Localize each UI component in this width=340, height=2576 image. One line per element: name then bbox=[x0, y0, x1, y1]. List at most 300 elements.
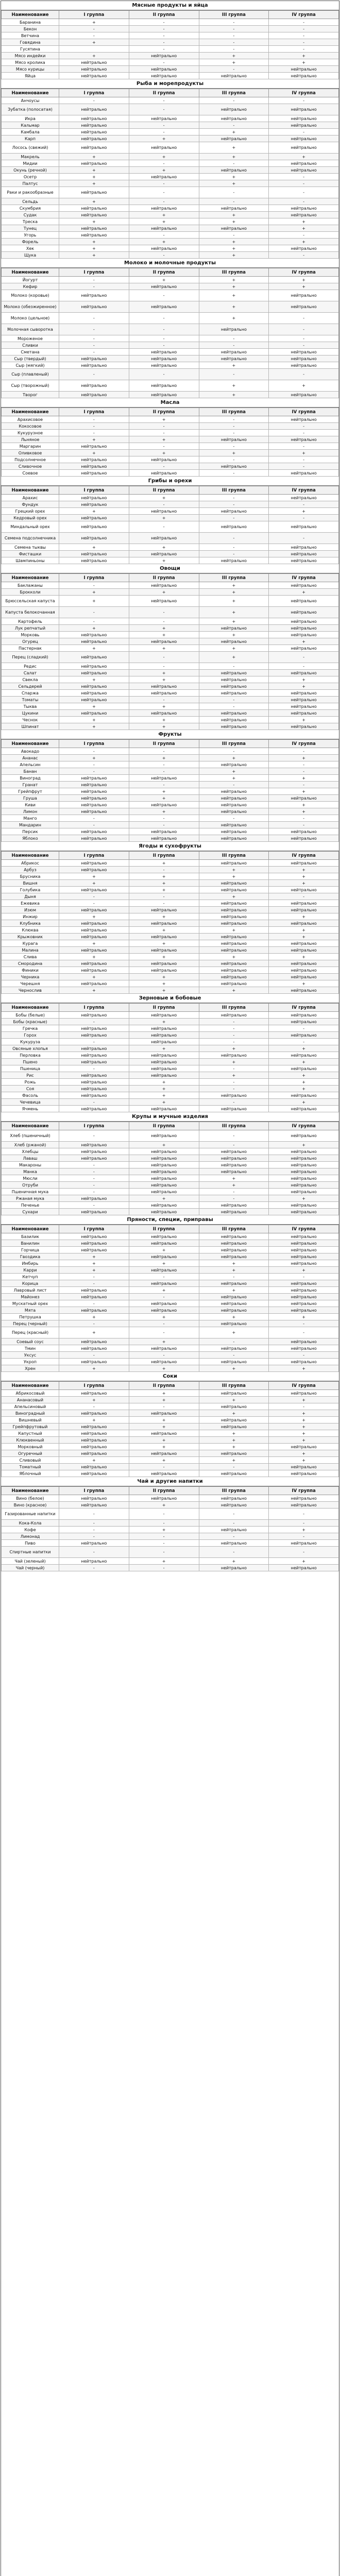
food-name-cell: Раки и ракообразные bbox=[2, 187, 59, 198]
header-row bbox=[2, 1382, 339, 1390]
food-name-cell: Сливочное bbox=[2, 463, 59, 470]
food-name-cell: Мороженое bbox=[2, 335, 59, 342]
group-rating-cell: + bbox=[129, 808, 199, 815]
group-rating-cell: нейтрально bbox=[199, 980, 269, 987]
group-rating-cell: - bbox=[269, 652, 339, 663]
food-name-cell: Клюквенный bbox=[2, 1437, 59, 1444]
group-rating-cell: + bbox=[59, 1417, 129, 1423]
group-rating-cell: нейтрально bbox=[269, 596, 339, 607]
table-row bbox=[2, 1182, 339, 1189]
table-row bbox=[2, 676, 339, 683]
group-rating-cell: нейтрально bbox=[129, 1345, 199, 1352]
header-row bbox=[2, 1225, 339, 1233]
group-rating-cell: нейтрально bbox=[199, 690, 269, 697]
table-row bbox=[2, 239, 339, 245]
food-name-cell: Брокколи bbox=[2, 589, 59, 596]
table-row bbox=[2, 1209, 339, 1215]
food-name-cell: Абрикосовый bbox=[2, 1390, 59, 1397]
group-rating-cell: - bbox=[269, 232, 339, 239]
food-name-cell: Хлеб (ржаной) bbox=[2, 1142, 59, 1148]
food-name-cell: Карри bbox=[2, 1267, 59, 1274]
column-header: I группа bbox=[59, 1225, 129, 1233]
table-row bbox=[2, 940, 339, 947]
group-rating-cell: + bbox=[269, 1397, 339, 1403]
group-rating-cell: нейтрально bbox=[129, 1240, 199, 1247]
group-rating-cell: - bbox=[59, 1182, 129, 1189]
group-rating-cell: - bbox=[129, 122, 199, 129]
group-rating-cell: + bbox=[129, 645, 199, 652]
column-header: II группа bbox=[129, 11, 199, 19]
group-rating-cell: нейтрально bbox=[59, 1086, 129, 1092]
group-rating-cell: + bbox=[269, 683, 339, 690]
food-name-cell: Мясо кролика bbox=[2, 59, 59, 66]
table-row bbox=[2, 1527, 339, 1533]
group-rating-cell: нейтрально bbox=[199, 355, 269, 362]
section-table bbox=[1, 1486, 339, 1571]
food-name-cell: Сливки bbox=[2, 342, 59, 349]
table-row bbox=[2, 1444, 339, 1450]
group-rating-cell: нейтрально bbox=[129, 1253, 199, 1260]
group-rating-cell: + bbox=[129, 239, 199, 245]
group-rating-cell: + bbox=[199, 632, 269, 638]
food-name-cell: Смородина bbox=[2, 960, 59, 967]
food-name-cell: Редис bbox=[2, 663, 59, 670]
group-rating-cell: + bbox=[129, 625, 199, 632]
group-rating-cell: нейтрально bbox=[59, 690, 129, 697]
group-rating-cell: - bbox=[199, 1464, 269, 1470]
group-rating-cell: - bbox=[129, 1403, 199, 1410]
column-header: Наименование bbox=[2, 852, 59, 860]
group-rating-cell: нейтрально bbox=[269, 1247, 339, 1253]
group-rating-cell: нейтрально bbox=[59, 232, 129, 239]
group-rating-cell: - bbox=[199, 416, 269, 423]
food-name-cell: Тунец bbox=[2, 225, 59, 232]
group-rating-cell: нейтрально bbox=[59, 1045, 129, 1052]
group-rating-cell: нейтрально bbox=[129, 551, 199, 557]
food-name-cell: Арбуз bbox=[2, 867, 59, 873]
group-rating-cell: нейтрально bbox=[59, 73, 129, 79]
group-rating-cell: + bbox=[199, 1059, 269, 1065]
group-rating-cell: - bbox=[129, 252, 199, 259]
food-name-cell: Чай (зеленый) bbox=[2, 1558, 59, 1565]
group-rating-cell: нейтрально bbox=[199, 1106, 269, 1112]
group-rating-cell: + bbox=[269, 1314, 339, 1320]
group-rating-cell: - bbox=[129, 46, 199, 53]
group-rating-cell: - bbox=[129, 607, 199, 618]
group-rating-cell: + bbox=[129, 154, 199, 160]
section-title: Пряности, специи, приправы bbox=[1, 1215, 339, 1225]
group-rating-cell: нейтрально bbox=[269, 690, 339, 697]
group-rating-cell: + bbox=[199, 59, 269, 66]
column-header: II группа bbox=[129, 1487, 199, 1495]
group-rating-cell: + bbox=[269, 1086, 339, 1092]
column-header: I группа bbox=[59, 1382, 129, 1390]
group-rating-cell: + bbox=[59, 1365, 129, 1372]
table-row bbox=[2, 1240, 339, 1247]
column-header: Наименование bbox=[2, 408, 59, 416]
group-rating-cell: нейтрально bbox=[129, 775, 199, 782]
group-rating-cell: + bbox=[269, 717, 339, 723]
group-rating-cell: - bbox=[269, 46, 339, 53]
section-title: Рыба и морепродукты bbox=[1, 79, 339, 89]
group-rating-cell: - bbox=[59, 768, 129, 775]
food-name-cell: Отруби bbox=[2, 1182, 59, 1189]
group-rating-cell: нейтрально bbox=[129, 362, 199, 369]
table-row bbox=[2, 880, 339, 887]
group-rating-cell: нейтрально bbox=[59, 960, 129, 967]
group-rating-cell: нейтрально bbox=[199, 1155, 269, 1162]
group-rating-cell: + bbox=[59, 1327, 129, 1338]
group-rating-cell: нейтрально bbox=[269, 301, 339, 313]
group-rating-cell: - bbox=[129, 342, 199, 349]
food-name-cell: Печенье bbox=[2, 1202, 59, 1209]
group-rating-cell: нейтрально bbox=[129, 245, 199, 252]
group-rating-cell: нейтрально bbox=[269, 1307, 339, 1314]
group-rating-cell: + bbox=[269, 589, 339, 596]
food-name-cell: Камбала bbox=[2, 129, 59, 135]
group-rating-cell: + bbox=[129, 589, 199, 596]
group-rating-cell: + bbox=[199, 129, 269, 135]
food-name-cell: Сливовый bbox=[2, 1457, 59, 1464]
group-rating-cell: - bbox=[129, 180, 199, 187]
food-name-cell: Лимон bbox=[2, 808, 59, 815]
group-rating-cell: нейтрально bbox=[269, 362, 339, 369]
group-rating-cell: нейтрально bbox=[129, 1182, 199, 1189]
group-rating-cell: нейтрально bbox=[129, 1300, 199, 1307]
group-rating-cell: нейтрально bbox=[129, 1202, 199, 1209]
table-row bbox=[2, 690, 339, 697]
group-rating-cell: нейтрально bbox=[269, 135, 339, 142]
food-name-cell: Молочная сыворотка bbox=[2, 324, 59, 335]
group-rating-cell: нейтрально bbox=[269, 900, 339, 907]
food-name-cell: Гречка bbox=[2, 1025, 59, 1032]
group-rating-cell: + bbox=[59, 167, 129, 174]
group-rating-cell: - bbox=[199, 1338, 269, 1345]
column-header: III группа bbox=[199, 268, 269, 277]
food-name-cell: Перец (красный) bbox=[2, 1327, 59, 1338]
group-rating-cell: - bbox=[59, 1019, 129, 1025]
group-rating-cell: нейтрально bbox=[129, 1267, 199, 1274]
group-rating-cell: + bbox=[59, 154, 129, 160]
food-compatibility-table bbox=[1, 1, 339, 2576]
food-name-cell: Семена тыквы bbox=[2, 544, 59, 551]
table-row bbox=[2, 1565, 339, 1571]
group-rating-cell: - bbox=[199, 1195, 269, 1202]
table-row bbox=[2, 1417, 339, 1423]
group-rating-cell: + bbox=[269, 1059, 339, 1065]
food-name-cell: Салат bbox=[2, 670, 59, 676]
group-rating-cell: нейтрально bbox=[269, 1495, 339, 1502]
food-name-cell: Морковный bbox=[2, 1444, 59, 1450]
group-rating-cell: - bbox=[59, 1520, 129, 1527]
group-rating-cell: нейтрально bbox=[269, 907, 339, 913]
table-row bbox=[2, 710, 339, 717]
table-row bbox=[2, 205, 339, 212]
column-header: II группа bbox=[129, 852, 199, 860]
food-name-cell: Форель bbox=[2, 239, 59, 245]
table-row bbox=[2, 768, 339, 775]
group-rating-cell: - bbox=[269, 198, 339, 205]
group-rating-cell: нейтрально bbox=[59, 1240, 129, 1247]
group-rating-cell: нейтрально bbox=[199, 1470, 269, 1477]
group-rating-cell: нейтрально bbox=[269, 645, 339, 652]
table-row bbox=[2, 670, 339, 676]
group-rating-cell: нейтрально bbox=[269, 697, 339, 703]
column-header: IV группа bbox=[269, 89, 339, 97]
group-rating-cell: + bbox=[129, 974, 199, 980]
group-rating-cell: нейтрально bbox=[199, 717, 269, 723]
group-rating-cell: + bbox=[199, 589, 269, 596]
group-rating-cell: + bbox=[199, 1397, 269, 1403]
group-rating-cell: нейтрально bbox=[199, 1233, 269, 1240]
food-name-cell: Яблоко bbox=[2, 835, 59, 842]
group-rating-cell: + bbox=[59, 39, 129, 46]
group-rating-cell: + bbox=[129, 212, 199, 218]
food-name-cell: Газированные напитки bbox=[2, 1509, 59, 1520]
food-name-cell: Фисташки bbox=[2, 551, 59, 557]
group-rating-cell: нейтрально bbox=[199, 788, 269, 795]
group-rating-cell: нейтрально bbox=[129, 392, 199, 398]
group-rating-cell: нейтрально bbox=[59, 652, 129, 663]
table-row bbox=[2, 703, 339, 710]
group-rating-cell: нейтрально bbox=[59, 104, 129, 115]
food-name-cell: Рис bbox=[2, 1072, 59, 1079]
food-name-cell: Черешня bbox=[2, 980, 59, 987]
group-rating-cell: нейтрально bbox=[59, 1106, 129, 1112]
column-header: I группа bbox=[59, 1487, 129, 1495]
food-name-cell: Щука bbox=[2, 252, 59, 259]
group-rating-cell: - bbox=[199, 423, 269, 430]
column-header: IV группа bbox=[269, 1225, 339, 1233]
group-rating-cell: нейтрально bbox=[199, 1092, 269, 1099]
food-name-cell: Бобы (белые) bbox=[2, 1012, 59, 1019]
food-name-cell: Базилик bbox=[2, 1233, 59, 1240]
table-row bbox=[2, 802, 339, 808]
group-rating-cell: - bbox=[269, 1533, 339, 1540]
table-row bbox=[2, 1397, 339, 1403]
group-rating-cell: нейтрально bbox=[129, 1209, 199, 1215]
group-rating-cell: нейтрально bbox=[199, 960, 269, 967]
food-name-cell: Хлебцы bbox=[2, 1148, 59, 1155]
group-rating-cell: - bbox=[59, 335, 129, 342]
column-header: III группа bbox=[199, 1382, 269, 1390]
group-rating-cell: + bbox=[269, 1457, 339, 1464]
group-rating-cell: - bbox=[59, 815, 129, 822]
group-rating-cell: + bbox=[199, 1558, 269, 1565]
food-name-cell: Лук репчатый bbox=[2, 625, 59, 632]
group-rating-cell: + bbox=[269, 980, 339, 987]
table-row bbox=[2, 154, 339, 160]
table-row bbox=[2, 1320, 339, 1327]
group-rating-cell: + bbox=[59, 974, 129, 980]
group-rating-cell: + bbox=[129, 167, 199, 174]
food-name-cell: Йогурт bbox=[2, 277, 59, 283]
group-rating-cell: - bbox=[59, 1280, 129, 1287]
food-name-cell: Чечевица bbox=[2, 1099, 59, 1106]
food-name-cell: Виноград bbox=[2, 775, 59, 782]
table-row bbox=[2, 987, 339, 994]
group-rating-cell: - bbox=[59, 1175, 129, 1182]
group-rating-cell: + bbox=[269, 1142, 339, 1148]
food-name-cell: Мидии bbox=[2, 160, 59, 167]
food-name-cell: Оливковое bbox=[2, 450, 59, 456]
group-rating-cell: нейтрально bbox=[199, 1307, 269, 1314]
food-name-cell: Пшеничная мука bbox=[2, 1189, 59, 1195]
group-rating-cell: - bbox=[269, 430, 339, 436]
group-rating-cell: - bbox=[269, 97, 339, 104]
table-row bbox=[2, 335, 339, 342]
group-rating-cell: + bbox=[199, 873, 269, 880]
group-rating-cell: нейтрально bbox=[59, 1307, 129, 1314]
food-name-cell: Гранат bbox=[2, 782, 59, 788]
group-rating-cell: нейтрально bbox=[59, 380, 129, 392]
table-row bbox=[2, 761, 339, 768]
group-rating-cell: + bbox=[59, 245, 129, 252]
group-rating-cell: - bbox=[199, 501, 269, 508]
food-name-cell: Дыня bbox=[2, 893, 59, 900]
header-row bbox=[2, 1004, 339, 1012]
group-rating-cell: нейтрально bbox=[269, 167, 339, 174]
table-row bbox=[2, 423, 339, 430]
group-rating-cell: - bbox=[269, 369, 339, 380]
group-rating-cell: + bbox=[59, 19, 129, 26]
table-row bbox=[2, 596, 339, 607]
group-rating-cell: нейтрально bbox=[59, 362, 129, 369]
section-table bbox=[1, 408, 339, 477]
food-name-cell: Хлеб (пшеничный) bbox=[2, 1130, 59, 1142]
food-name-cell: Творог bbox=[2, 392, 59, 398]
group-rating-cell: + bbox=[269, 808, 339, 815]
group-rating-cell: - bbox=[59, 1168, 129, 1175]
column-header: Наименование bbox=[2, 1487, 59, 1495]
group-rating-cell: нейтрально bbox=[269, 544, 339, 551]
section-table bbox=[1, 486, 339, 564]
group-rating-cell: - bbox=[59, 1533, 129, 1540]
group-rating-cell: нейтрально bbox=[129, 828, 199, 835]
group-rating-cell: + bbox=[199, 154, 269, 160]
group-rating-cell: нейтрально bbox=[129, 960, 199, 967]
group-rating-cell: нейтрально bbox=[59, 521, 129, 533]
section-title: Зерновые и бобовые bbox=[1, 994, 339, 1003]
group-rating-cell: - bbox=[199, 1274, 269, 1280]
food-name-cell: Вишня bbox=[2, 880, 59, 887]
table-row bbox=[2, 515, 339, 521]
group-rating-cell: нейтрально bbox=[199, 1502, 269, 1509]
group-rating-cell: - bbox=[59, 369, 129, 380]
table-row bbox=[2, 557, 339, 564]
section-table bbox=[1, 268, 339, 398]
food-name-cell: Фасоль bbox=[2, 1092, 59, 1099]
food-name-cell: Виноградный bbox=[2, 1410, 59, 1417]
group-rating-cell: нейтрально bbox=[59, 1247, 129, 1253]
group-rating-cell: нейтрально bbox=[129, 1307, 199, 1314]
table-row bbox=[2, 1099, 339, 1106]
table-row bbox=[2, 1019, 339, 1025]
group-rating-cell: + bbox=[129, 1423, 199, 1430]
group-rating-cell: нейтрально bbox=[199, 625, 269, 632]
column-header: III группа bbox=[199, 574, 269, 582]
section-title: Овощи bbox=[1, 564, 339, 573]
column-header: III группа bbox=[199, 1122, 269, 1130]
group-rating-cell: - bbox=[269, 1520, 339, 1527]
table-row bbox=[2, 180, 339, 187]
column-header: IV группа bbox=[269, 1487, 339, 1495]
group-rating-cell: - bbox=[199, 697, 269, 703]
group-rating-cell: + bbox=[269, 1410, 339, 1417]
food-name-cell: Арахисовое bbox=[2, 416, 59, 423]
group-rating-cell: нейтрально bbox=[269, 607, 339, 618]
group-rating-cell: + bbox=[59, 589, 129, 596]
group-rating-cell: + bbox=[59, 1260, 129, 1267]
group-rating-cell: + bbox=[199, 1327, 269, 1338]
group-rating-cell: + bbox=[59, 717, 129, 723]
table-row bbox=[2, 1065, 339, 1072]
group-rating-cell: + bbox=[269, 508, 339, 515]
column-header: II группа bbox=[129, 1004, 199, 1012]
group-rating-cell: + bbox=[59, 53, 129, 59]
group-rating-cell: - bbox=[129, 97, 199, 104]
group-rating-cell: + bbox=[129, 1142, 199, 1148]
table-row bbox=[2, 1352, 339, 1359]
group-rating-cell: нейтрально bbox=[59, 501, 129, 508]
group-rating-cell: нейтрально bbox=[199, 1527, 269, 1533]
group-rating-cell: нейтрально bbox=[129, 1189, 199, 1195]
group-rating-cell: нейтрально bbox=[59, 775, 129, 782]
table-row bbox=[2, 1162, 339, 1168]
group-rating-cell: нейтрально bbox=[59, 663, 129, 670]
group-rating-cell: + bbox=[199, 53, 269, 59]
table-row bbox=[2, 927, 339, 934]
table-row bbox=[2, 218, 339, 225]
food-name-cell: Сыр (творожный) bbox=[2, 380, 59, 392]
group-rating-cell: нейтрально bbox=[129, 710, 199, 717]
group-rating-cell: + bbox=[129, 860, 199, 867]
group-rating-cell: - bbox=[59, 416, 129, 423]
group-rating-cell: нейтрально bbox=[199, 1294, 269, 1300]
food-name-cell: Мюсли bbox=[2, 1175, 59, 1182]
group-rating-cell: нейтрально bbox=[269, 1253, 339, 1260]
group-rating-cell: + bbox=[129, 1437, 199, 1444]
group-rating-cell: нейтрально bbox=[199, 1012, 269, 1019]
group-rating-cell: + bbox=[199, 893, 269, 900]
food-name-cell: Хек bbox=[2, 245, 59, 252]
group-rating-cell: + bbox=[129, 676, 199, 683]
group-rating-cell: + bbox=[199, 1287, 269, 1294]
group-rating-cell: нейтрально bbox=[59, 1142, 129, 1148]
column-header: Наименование bbox=[2, 574, 59, 582]
table-row bbox=[2, 1168, 339, 1175]
table-row bbox=[2, 362, 339, 369]
group-rating-cell: - bbox=[199, 1533, 269, 1540]
group-rating-cell: нейтрально bbox=[269, 104, 339, 115]
group-rating-cell: + bbox=[59, 450, 129, 456]
group-rating-cell: нейтрально bbox=[59, 1444, 129, 1450]
group-rating-cell: + bbox=[129, 755, 199, 761]
header-row bbox=[2, 408, 339, 416]
group-rating-cell: нейтрально bbox=[129, 907, 199, 913]
group-rating-cell: - bbox=[269, 1039, 339, 1045]
group-rating-cell: нейтрально bbox=[59, 788, 129, 795]
group-rating-cell: нейтрально bbox=[129, 301, 199, 313]
section-table bbox=[1, 89, 339, 259]
group-rating-cell: + bbox=[129, 1086, 199, 1092]
group-rating-cell: нейтрально bbox=[59, 1079, 129, 1086]
table-row bbox=[2, 277, 339, 283]
table-row bbox=[2, 301, 339, 313]
group-rating-cell: + bbox=[59, 252, 129, 259]
group-rating-cell: нейтрально bbox=[199, 638, 269, 645]
food-name-cell: Скумбрия bbox=[2, 205, 59, 212]
